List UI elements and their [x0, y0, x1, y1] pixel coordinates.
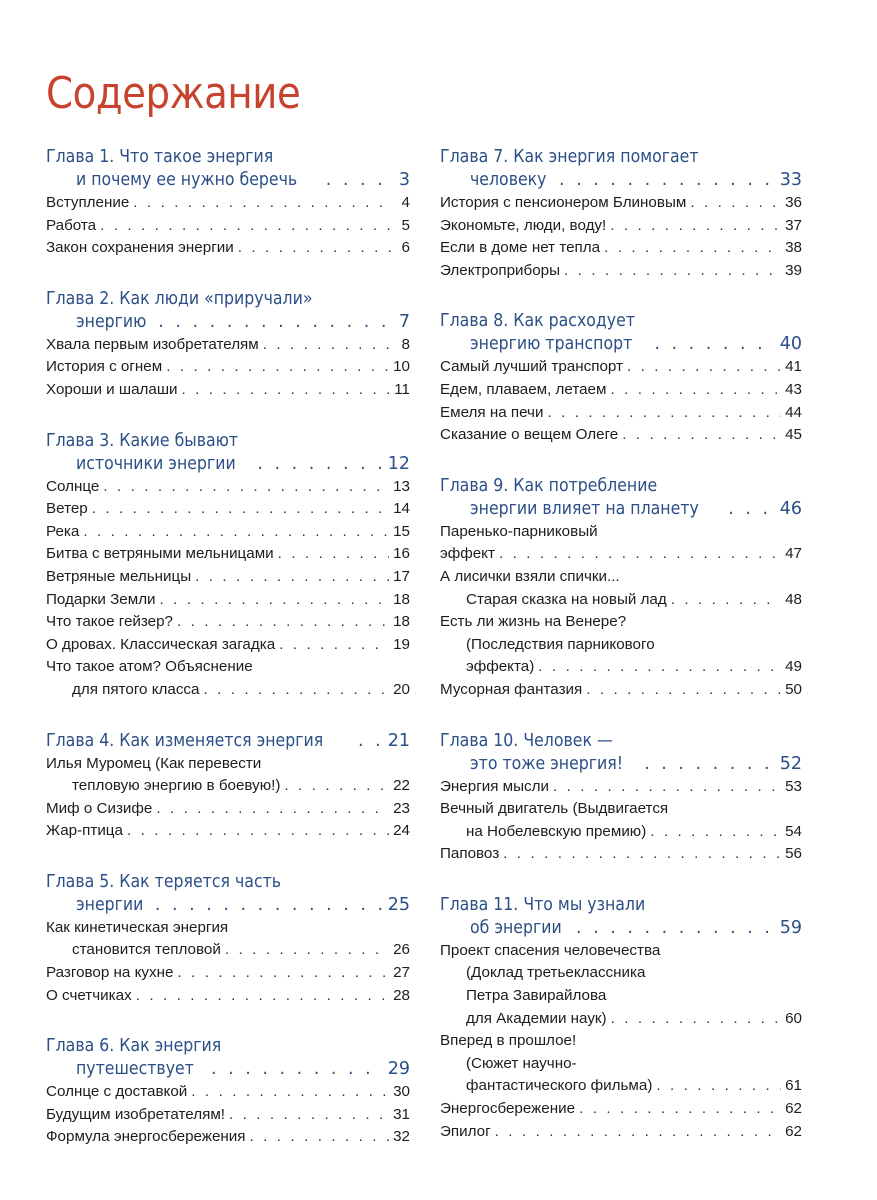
toc-entry: [440, 215, 802, 238]
toc-entry: [46, 985, 410, 1008]
entry-title: Что такое гейзер?: [46, 613, 174, 631]
chapter-page: 29: [387, 1059, 410, 1080]
leader-dots: [177, 611, 389, 634]
chapter-heading-line: [46, 169, 410, 192]
toc-entry: [46, 237, 410, 260]
toc-entry: [440, 1053, 802, 1076]
entry-page: 6: [401, 239, 410, 257]
leader-dots: [191, 1081, 389, 1104]
chapter-title: Глава 5. Как теряется часть: [46, 871, 282, 892]
toc-entry: [46, 634, 410, 657]
chapter-title: энергии: [76, 894, 144, 915]
chapter-block: [440, 894, 802, 1143]
chapter-heading-line: [46, 894, 410, 917]
entry-title: Энергосбережение: [440, 1100, 576, 1118]
chapter-page: 12: [387, 453, 410, 474]
entry-title: Миф о Сизифе: [46, 799, 153, 817]
chapter-page: 40: [779, 334, 802, 355]
entry-page: 13: [393, 477, 410, 495]
chapter-title: Глава 4. Как изменяется энергия: [46, 730, 324, 751]
leader-dots: [326, 169, 392, 192]
toc-entry: [440, 1075, 802, 1098]
toc-entry: [440, 379, 802, 402]
chapter-heading-line: [440, 730, 802, 753]
entry-title: Электроприборы: [440, 261, 561, 279]
leader-dots: [358, 730, 384, 753]
chapter-heading-line: [440, 917, 802, 940]
entry-title: эффекта): [466, 658, 535, 676]
entry-page: 30: [393, 1083, 410, 1101]
entry-page: 36: [785, 194, 802, 211]
toc-entry: [440, 1098, 802, 1121]
leader-dots: [103, 476, 389, 499]
toc-entry: [46, 1081, 410, 1104]
entry-title: Как кинетическая энергия: [46, 918, 229, 936]
entry-page: 24: [393, 822, 410, 840]
leader-dots: [211, 1058, 384, 1081]
entry-page: 11: [394, 380, 410, 398]
entry-title: А лисички взяли спички...: [440, 567, 620, 585]
leader-dots: [579, 1098, 781, 1121]
entry-title: Емеля на печи: [440, 403, 544, 421]
chapter-block: [440, 730, 802, 866]
chapter-title: Глава 9. Как потребление: [440, 475, 658, 496]
entry-title: для пятого класса: [72, 680, 200, 698]
entry-title: Паповоз: [440, 845, 500, 863]
entry-title: Солнце с доставкой: [46, 1083, 188, 1101]
toc-entry: [440, 260, 802, 283]
leader-dots: [92, 498, 389, 521]
entry-title: эффект: [440, 545, 495, 563]
entry-page: 49: [785, 658, 802, 676]
entry-title: Паренько-парниковый: [440, 522, 598, 540]
toc-column-right: [440, 146, 802, 1171]
chapter-block: [46, 146, 410, 260]
entry-title: (Сюжет научно-: [466, 1054, 577, 1072]
leader-dots: [83, 521, 389, 544]
entry-title: Хороши и шалаши: [46, 380, 178, 398]
chapter-page: 59: [779, 917, 802, 938]
toc-entry: [440, 1030, 802, 1053]
entry-title: Вечный двигатель (Выдвигается: [440, 800, 669, 818]
leader-dots: [627, 356, 781, 379]
entry-page: 26: [393, 941, 410, 959]
toc-entry: [46, 656, 410, 679]
entry-page: 15: [393, 522, 410, 540]
chapter-heading-line: [46, 871, 410, 894]
chapter-heading-line: [440, 310, 802, 333]
entry-title: Ветряные мельницы: [46, 567, 192, 585]
toc-column-left: [46, 146, 410, 1177]
entry-page: 60: [785, 1009, 802, 1027]
entry-page: 22: [393, 777, 410, 795]
toc-entry: [440, 402, 802, 425]
leader-dots: [263, 334, 392, 357]
toc-entry: [440, 634, 802, 657]
entry-title: Мусорная фантазия: [440, 680, 583, 698]
chapter-title: Глава 3. Какие бывают: [46, 430, 239, 451]
leader-dots: [611, 1008, 781, 1031]
chapter-heading-line: [440, 146, 802, 169]
toc-entry: [46, 215, 410, 238]
leader-dots: [671, 589, 781, 612]
chapter-title: Глава 1. Что такое энергия: [46, 147, 274, 167]
entry-title: Хвала первым изобретателям: [46, 335, 259, 353]
leader-dots: [644, 753, 776, 776]
entry-page: 18: [393, 590, 410, 608]
chapter-page: 46: [779, 498, 802, 519]
leader-dots: [538, 656, 781, 679]
chapter-title: Глава 8. Как расходует: [440, 311, 636, 332]
leader-dots: [100, 215, 392, 238]
chapter-heading-line: [440, 169, 802, 192]
entry-page: 14: [393, 500, 410, 518]
leader-dots: [547, 402, 781, 425]
chapter-block: [46, 288, 410, 402]
entry-title: становится тепловой: [72, 941, 221, 959]
toc-entry: [440, 237, 802, 260]
entry-title: (Последствия парникового: [466, 635, 655, 653]
entry-title: О дровах. Классическая загадка: [46, 635, 276, 653]
leader-dots: [278, 543, 389, 566]
entry-page: 48: [785, 590, 802, 608]
entry-page: 53: [785, 777, 802, 795]
entry-title: Проект спасения человечества: [440, 941, 661, 959]
entry-page: 56: [785, 845, 802, 863]
entry-title: О счетчиках: [46, 986, 132, 1004]
chapter-title: Глава 6. Как энергия: [46, 1036, 222, 1057]
leader-dots: [238, 237, 392, 260]
chapter-heading-line: [46, 146, 410, 169]
leader-dots: [203, 679, 389, 702]
chapter-page: 21: [387, 730, 410, 751]
leader-dots: [182, 379, 391, 402]
chapter-title: человеку: [470, 170, 547, 190]
entry-title: Экономьте, люди, воду!: [440, 216, 607, 234]
toc-entry: [440, 656, 802, 679]
entry-title: Илья Муромец (Как перевести: [46, 754, 262, 772]
chapter-heading-line: [46, 288, 410, 311]
entry-title: Разговор на кухне: [46, 964, 174, 982]
chapter-heading-line: [46, 730, 410, 753]
toc-entry: [46, 589, 410, 612]
leader-dots: [279, 634, 389, 657]
entry-page: 54: [785, 822, 802, 840]
chapter-block: [440, 146, 802, 282]
leader-dots: [155, 894, 384, 917]
chapter-title: Глава 11. Что мы узнали: [440, 894, 646, 915]
entry-title: Самый лучший транспорт: [440, 358, 623, 376]
chapter-heading-line: [440, 333, 802, 356]
entry-page: 39: [785, 261, 802, 279]
entry-title: Река: [46, 522, 80, 540]
chapter-title: это тоже энергия!: [470, 753, 624, 774]
entry-page: 62: [785, 1122, 802, 1140]
chapter-heading-line: [440, 498, 802, 521]
toc-entry: [46, 679, 410, 702]
chapter-title: энергии влияет на планету: [470, 498, 699, 519]
toc-entry: [46, 476, 410, 499]
toc-entry: [440, 679, 802, 702]
chapter-page: 7: [398, 311, 410, 332]
entry-page: 47: [785, 545, 802, 563]
leader-dots: [610, 215, 781, 238]
leader-dots: [586, 679, 781, 702]
toc-entry: [440, 1121, 802, 1144]
toc-entry: [440, 798, 802, 821]
toc-entry: [440, 940, 802, 963]
entry-title: Если в доме нет тепла: [440, 239, 601, 257]
entry-title: Будущим изобретателям!: [46, 1105, 225, 1123]
entry-title: Энергия мысли: [440, 777, 549, 795]
toc-entry: [46, 775, 410, 798]
toc-entry: [440, 776, 802, 799]
leader-dots: [156, 798, 389, 821]
chapter-title: источники энергии: [76, 453, 236, 474]
leader-dots: [656, 1075, 781, 1098]
leader-dots: [604, 237, 781, 260]
entry-title: Битва с ветряными мельницами: [46, 545, 274, 563]
entry-page: 41: [785, 358, 802, 376]
entry-title: тепловую энергию в боевую!): [72, 777, 281, 795]
leader-dots: [495, 1121, 781, 1144]
entry-page: 28: [393, 986, 410, 1004]
toc-entry: [46, 521, 410, 544]
toc-entry: [46, 498, 410, 521]
leader-dots: [195, 566, 389, 589]
entry-title: Старая сказка на новый лад: [466, 590, 667, 608]
chapter-title: путешествует: [76, 1059, 194, 1080]
toc-entry: [46, 939, 410, 962]
chapter-heading-line: [46, 453, 410, 476]
leader-dots: [503, 843, 781, 866]
toc-entry: [46, 192, 410, 215]
entry-page: 44: [785, 403, 802, 421]
chapter-heading-line: [46, 1035, 410, 1058]
leader-dots: [690, 192, 781, 215]
entry-title: Ветер: [46, 500, 88, 518]
toc-entry: [440, 589, 802, 612]
entry-title: Что такое атом? Объяснение: [46, 658, 253, 676]
chapter-block: [46, 430, 410, 702]
leader-dots: [499, 543, 781, 566]
toc-entry: [46, 543, 410, 566]
toc-entry: [440, 962, 802, 985]
toc-entry: [46, 753, 410, 776]
entry-title: Жар-птица: [46, 822, 123, 840]
entry-page: 17: [393, 567, 410, 585]
entry-title: Петра Завирайлова: [466, 987, 607, 1005]
leader-dots: [610, 379, 781, 402]
chapter-heading-line: [440, 894, 802, 917]
chapter-heading-line: [440, 475, 802, 498]
chapter-block: [46, 730, 410, 843]
leader-dots: [229, 1104, 389, 1127]
entry-page: 19: [393, 635, 410, 653]
entry-title: для Академии наук): [466, 1009, 607, 1027]
entry-title: Формула энергосбережения: [46, 1128, 246, 1146]
chapter-title: Глава 7. Как энергия помогает: [440, 147, 699, 167]
leader-dots: [160, 589, 390, 612]
leader-dots: [284, 775, 389, 798]
chapter-heading-line: [440, 753, 802, 776]
chapter-page: 25: [387, 894, 410, 915]
entry-page: 43: [785, 380, 802, 398]
chapter-title: и почему ее нужно беречь: [76, 170, 298, 190]
entry-page: 8: [401, 335, 410, 353]
toc-entry: [440, 843, 802, 866]
page-title: Содержание: [46, 68, 301, 119]
chapter-block: [46, 871, 410, 1007]
toc-entry: [440, 566, 802, 589]
entry-title: (Доклад третьеклассника: [466, 964, 646, 982]
toc-entry: [440, 521, 802, 544]
entry-title: Вступление: [46, 194, 130, 211]
toc-entry: [46, 356, 410, 379]
entry-page: 4: [401, 194, 410, 211]
entry-page: 32: [393, 1128, 410, 1146]
toc-entry: [46, 1126, 410, 1149]
entry-page: 31: [393, 1105, 410, 1123]
entry-title: Вперед в прошлое!: [440, 1032, 577, 1050]
entry-title: на Нобелевскую премию): [466, 822, 647, 840]
entry-title: Эпилог: [440, 1122, 491, 1140]
leader-dots: [166, 356, 389, 379]
leader-dots: [133, 192, 392, 215]
entry-page: 37: [785, 216, 802, 234]
leader-dots: [559, 169, 776, 192]
leader-dots: [250, 1126, 390, 1149]
toc-entry: [46, 798, 410, 821]
toc-entry: [440, 543, 802, 566]
entry-page: 23: [393, 799, 410, 817]
leader-dots: [136, 985, 389, 1008]
toc-entry: [46, 379, 410, 402]
entry-page: 27: [393, 964, 410, 982]
entry-title: Есть ли жизнь на Венере?: [440, 613, 627, 631]
toc-entry: [440, 985, 802, 1008]
toc-entry: [440, 1008, 802, 1031]
leader-dots: [553, 776, 781, 799]
toc-entry: [46, 917, 410, 940]
entry-page: 16: [393, 545, 410, 563]
leader-dots: [576, 917, 776, 940]
leader-dots: [564, 260, 781, 283]
toc-entry: [440, 611, 802, 634]
leader-dots: [654, 333, 775, 356]
entry-title: История с пенсионером Блиновым: [440, 194, 687, 211]
entry-title: Сказание о вещем Олеге: [440, 426, 619, 444]
entry-page: 38: [785, 239, 802, 257]
toc-entry: [440, 424, 802, 447]
chapter-title: Глава 10. Человек —: [440, 730, 613, 751]
chapter-page: 33: [779, 170, 802, 190]
chapter-title: Глава 2. Как люди «приручали»: [46, 288, 313, 309]
entry-page: 10: [393, 358, 410, 376]
leader-dots: [257, 453, 383, 476]
chapter-title: энергию: [76, 311, 147, 332]
chapter-block: [46, 1035, 410, 1149]
toc-entry: [46, 611, 410, 634]
leader-dots: [127, 820, 389, 843]
chapter-block: [440, 310, 802, 446]
entry-title: Едем, плаваем, летаем: [440, 380, 607, 398]
chapter-title: об энергии: [470, 917, 562, 938]
chapter-heading-line: [46, 430, 410, 453]
toc-entry: [46, 820, 410, 843]
entry-title: Подарки Земли: [46, 590, 156, 608]
leader-dots: [650, 821, 781, 844]
leader-dots: [225, 939, 389, 962]
toc-entry: [440, 821, 802, 844]
chapter-page: 52: [779, 753, 802, 774]
entry-page: 45: [785, 426, 802, 444]
entry-title: История с огнем: [46, 358, 163, 376]
entry-page: 18: [393, 613, 410, 631]
entry-title: Солнце: [46, 477, 100, 495]
entry-page: 50: [785, 680, 802, 698]
toc-entry: [46, 962, 410, 985]
chapter-heading-line: [46, 311, 410, 334]
toc-entry: [46, 1104, 410, 1127]
entry-title: Закон сохранения энергии: [46, 239, 234, 257]
entry-title: Работа: [46, 216, 97, 234]
chapter-title: энергию транспорт: [470, 334, 633, 355]
chapter-block: [440, 475, 802, 702]
entry-title: фантастического фильма): [466, 1077, 653, 1095]
toc-entry: [440, 192, 802, 215]
toc-entry: [440, 356, 802, 379]
leader-dots: [158, 311, 392, 334]
entry-page: 5: [401, 216, 410, 234]
entry-page: 62: [785, 1100, 802, 1118]
leader-dots: [622, 424, 781, 447]
entry-page: 61: [785, 1077, 802, 1095]
toc-entry: [46, 334, 410, 357]
chapter-page: 3: [398, 170, 410, 190]
leader-dots: [177, 962, 389, 985]
toc-entry: [46, 566, 410, 589]
chapter-heading-line: [46, 1058, 410, 1081]
leader-dots: [728, 498, 776, 521]
entry-page: 20: [393, 680, 410, 698]
